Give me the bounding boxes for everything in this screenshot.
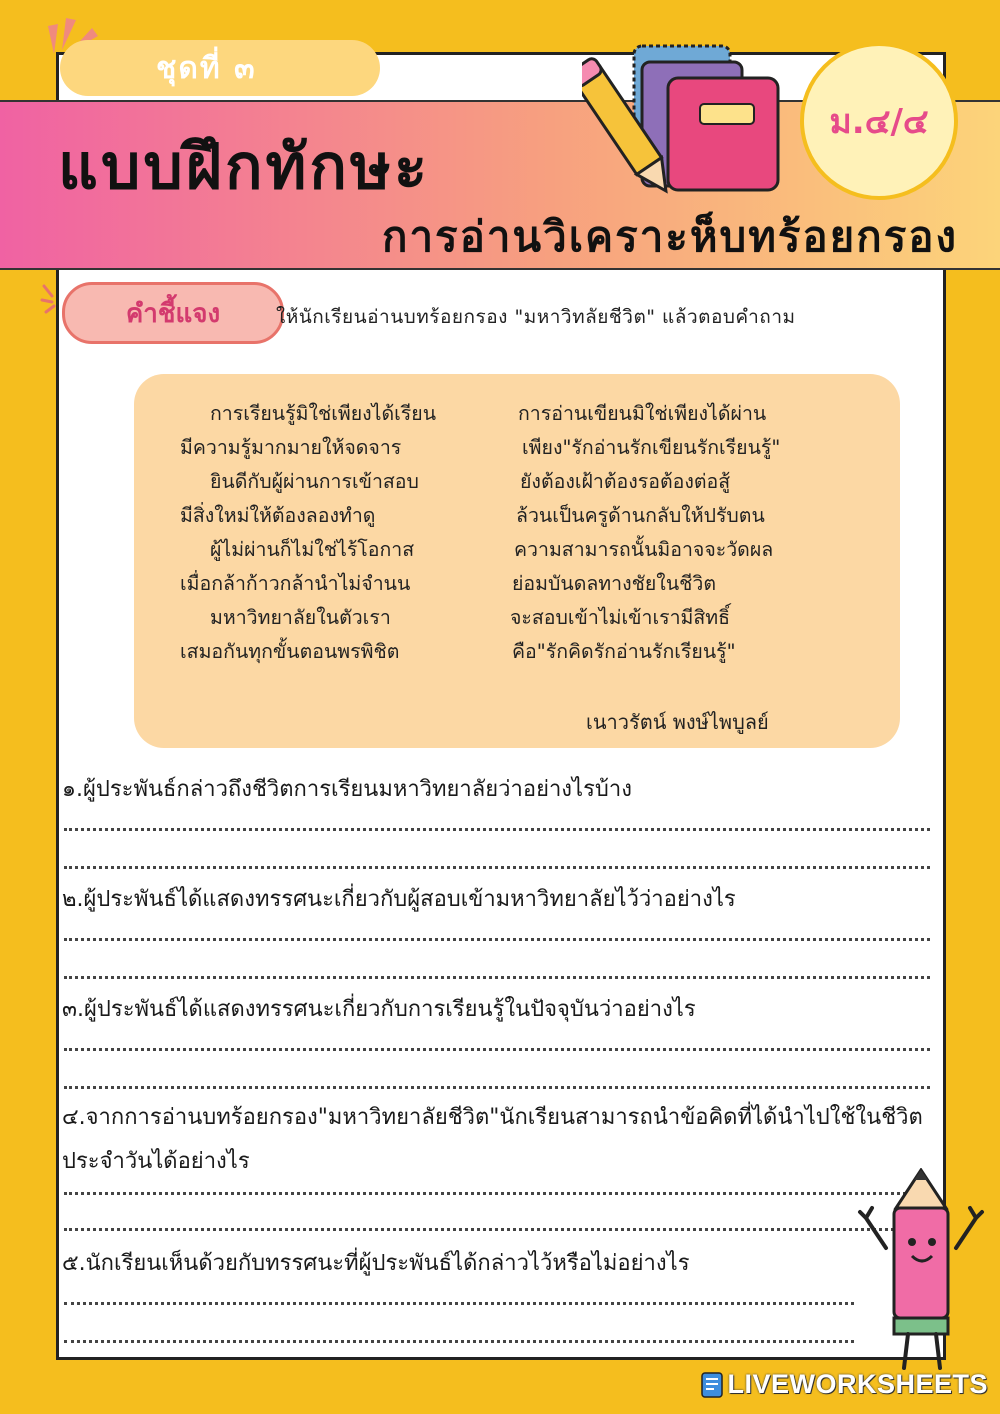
answer-line-3b[interactable] <box>64 1086 930 1089</box>
question-4: ๔.จากการอ่านบทร้อยกรอง"มหาวิทยาลัยชีวิต"นักเรียนสามารถนำข้อคิดที่ได้นำไปใช้ในชีวิตประจำวันได้อย่างไร <box>62 1105 923 1174</box>
instruction-tag-label: คำชี้แจง <box>125 298 221 329</box>
poem-line: ยังต้องเฝ้าต้องรอต้องต่อสู้ <box>520 470 731 493</box>
question-5: ๕.นักเรียนเห็นด้วยกับทรรศนะที่ผู้ประพันธ์ได้กล่าวไว้หรือไม่อย่างไร <box>62 1251 690 1276</box>
poem-line: การอ่านเขียนมิใช่เพียงได้ผ่าน <box>518 402 767 425</box>
page-subtitle: การอ่านวิเคราะห็บทร้อยกรอง <box>382 212 958 261</box>
poem-line: ความสามารถนั้นมิอาจจะวัดผล <box>514 538 774 561</box>
poem-line: เสมอกันทุกขั้นตอนพรพิชิต <box>180 640 400 663</box>
set-number-tab <box>60 40 380 96</box>
poem-line: มหาวิทยาลัยในตัวเรา <box>210 606 391 629</box>
poem-line: จะสอบเข้าไม่เข้าเรามีสิทธิ์ <box>510 606 731 629</box>
answer-line-4a[interactable] <box>64 1192 930 1195</box>
poem-line: ยินดีกับผู้ผ่านการเข้าสอบ <box>210 470 419 493</box>
poem-line: มีความรู้มากมายให้จดจาร <box>180 436 402 459</box>
set-number-label: ชุดที่ ๓ <box>156 50 257 86</box>
poem-line: ย่อมบันดลทางชัยในชีวิต <box>512 572 716 595</box>
poem-line: เมื่อกล้าก้าวกล้านำไม่จำนน <box>180 572 411 595</box>
liveworksheets-logo[interactable] <box>701 1369 988 1400</box>
poem-line: เพียง"รักอ่านรักเขียนรักเรียนรู้" <box>522 436 781 459</box>
pencil-mascot-icon <box>856 1168 986 1378</box>
poem-line: การเรียนรู้มิใช่เพียงได้เรียน <box>210 402 437 425</box>
answer-line-4b[interactable] <box>64 1228 930 1231</box>
answer-line-2b[interactable] <box>64 976 930 979</box>
poem-line: มีสิ่งใหม่ให้ต้องลองทำดู <box>180 504 376 527</box>
poem-line: ล้วนเป็นครูด้านกลับให้ปรับตน <box>516 504 765 527</box>
poem-author: เนาวรัตน์ พงษ์ไพบูลย์ <box>586 710 769 734</box>
page-title: แบบฝึกทักษะ <box>58 130 431 203</box>
question-1: ๑.ผู้ประพันธ์กล่าวถึงชีวิตการเรียนมหาวิทยาลัยว่าอย่างไรบ้าง <box>62 777 632 802</box>
answer-line-3a[interactable] <box>64 1048 930 1051</box>
spark-decoration <box>40 282 64 316</box>
liveworksheets-icon <box>701 1372 723 1398</box>
answer-line-1a[interactable] <box>64 828 930 831</box>
question-3: ๓.ผู้ประพันธ์ได้แสดงทรรศนะเกี่ยวกับการเรียนรู้ในปัจจุบันว่าอย่างไร <box>62 997 696 1022</box>
instruction-tag <box>62 282 284 344</box>
liveworksheets-brand: LIVEWORKSHEETS <box>727 1369 988 1399</box>
answer-line-1b[interactable] <box>64 866 930 869</box>
question-2: ๒.ผู้ประพันธ์ได้แสดงทรรศนะเกี่ยวกับผู้สอบเข้ามหาวิทยาลัยไว้ว่าอย่างไร <box>62 887 736 912</box>
grade-badge <box>800 42 958 200</box>
answer-line-5b[interactable] <box>64 1340 854 1343</box>
answer-line-5a[interactable] <box>64 1302 854 1305</box>
instruction-text: ให้นักเรียนอ่านบทร้อยกรอง "มหาวิทลัยชีวิต" แล้วตอบคำถาม <box>276 306 796 328</box>
poem-line: คือ"รักคิดรักอ่านรักเรียนรู้" <box>512 640 736 663</box>
poem-line: ผู้ไม่ผ่านก็ไม่ใช่ไร้โอกาส <box>210 538 415 561</box>
grade-label: ม.๔/๔ <box>829 102 929 142</box>
books-pencil-icon <box>582 34 792 196</box>
answer-line-2a[interactable] <box>64 938 930 941</box>
